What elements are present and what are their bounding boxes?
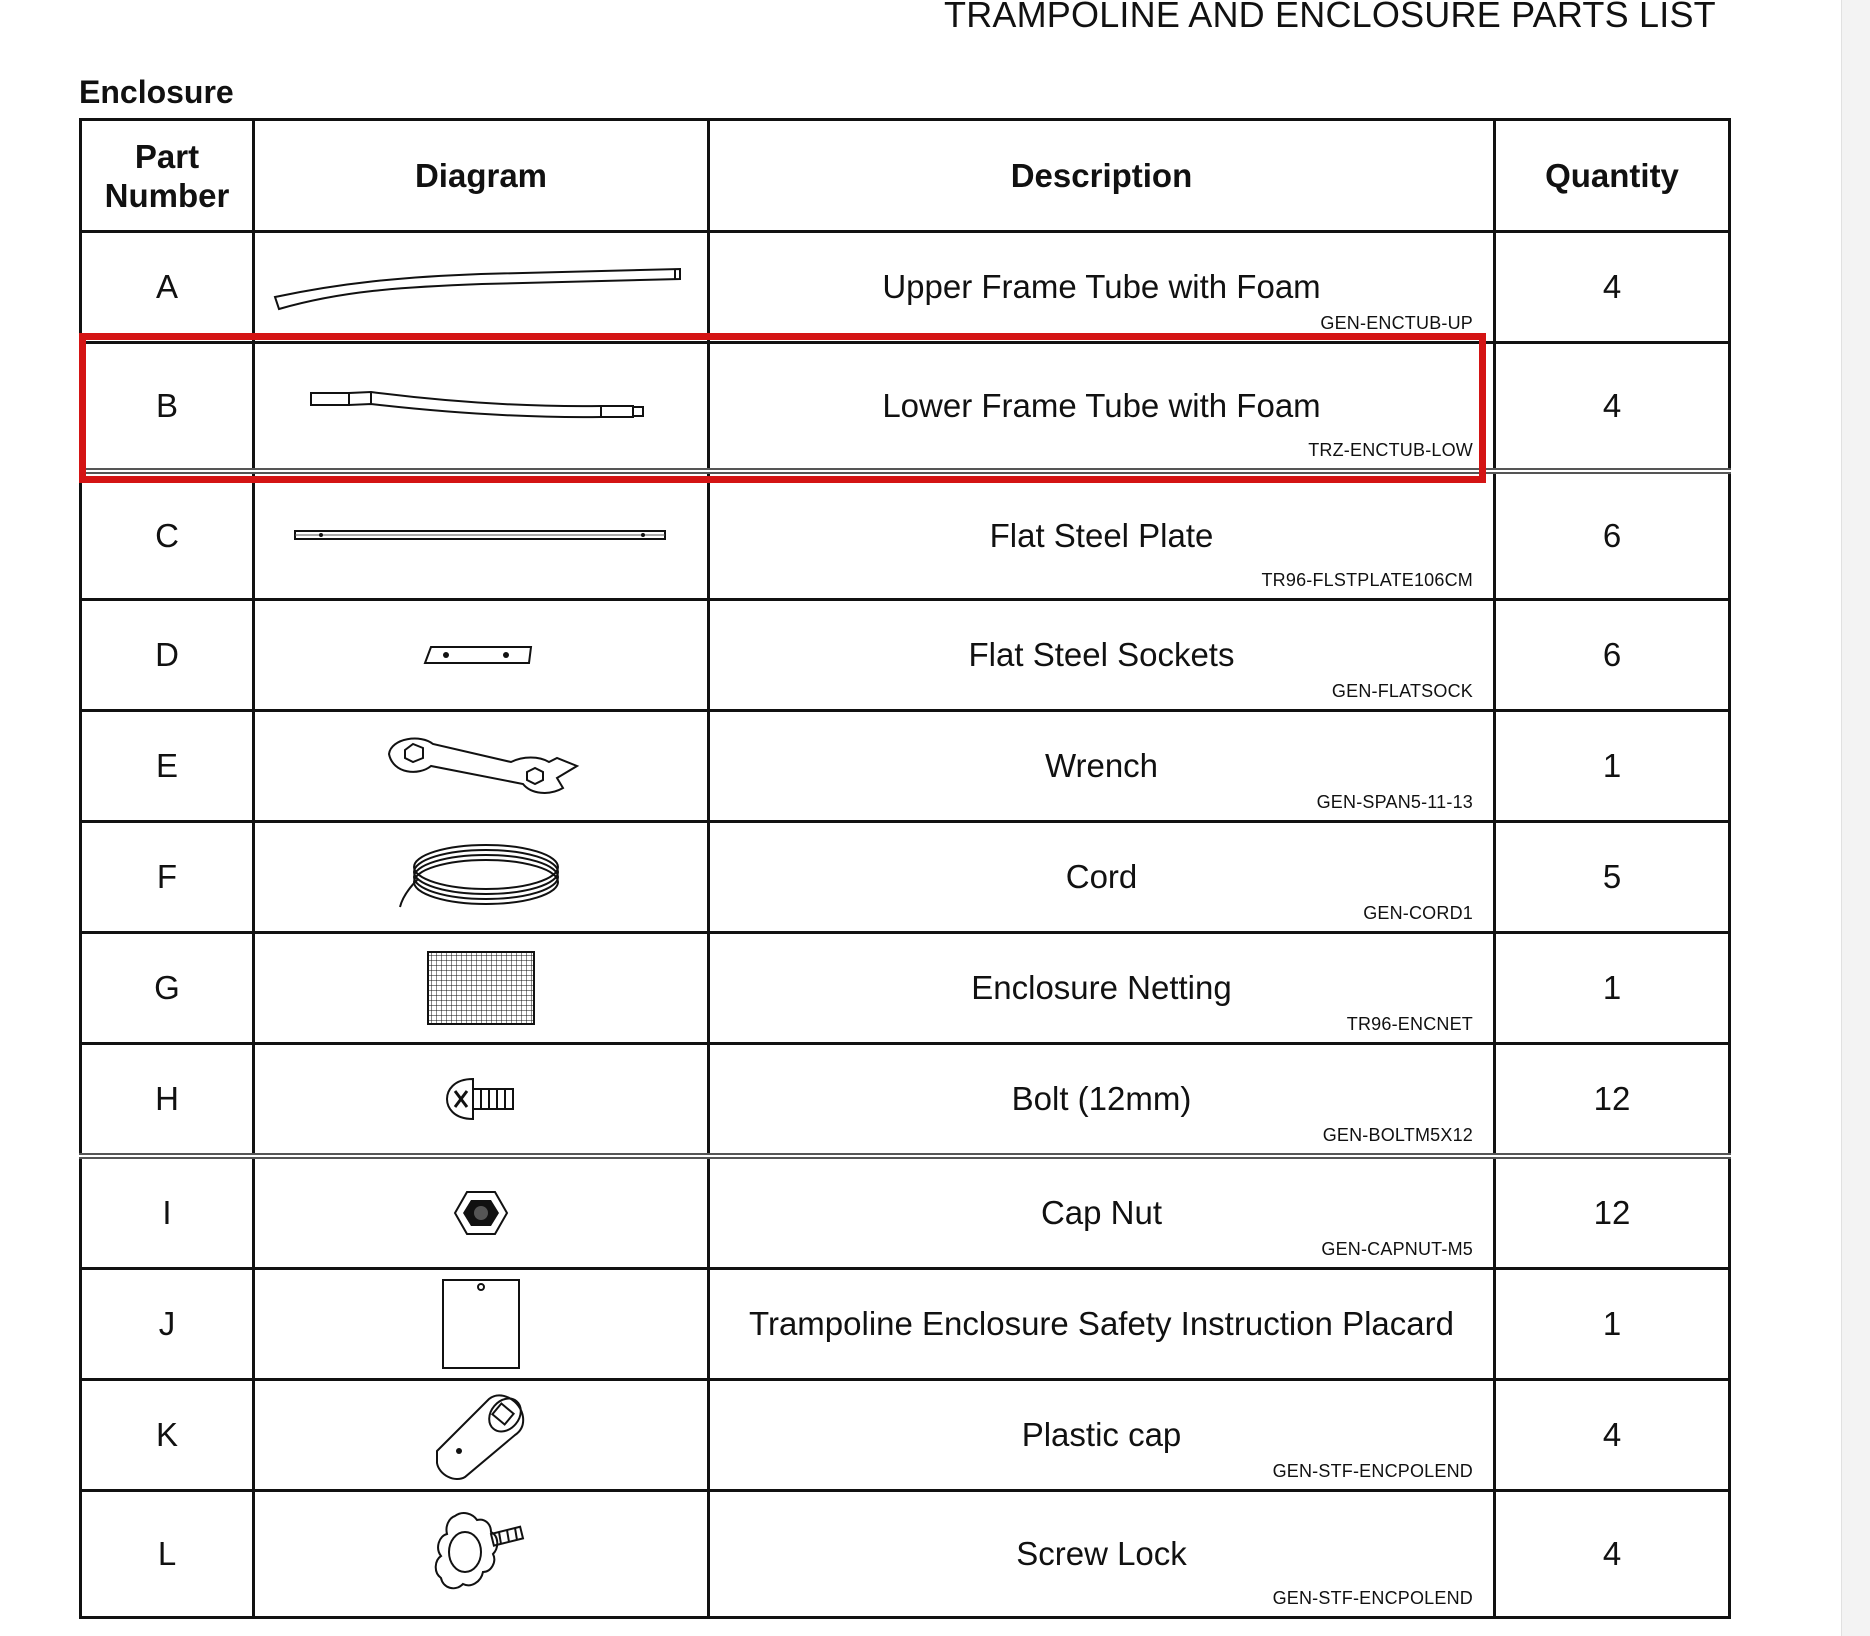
description-cell bbox=[709, 1156, 1495, 1269]
description-cell bbox=[709, 1044, 1495, 1157]
description-cell bbox=[709, 822, 1495, 933]
parts-table bbox=[79, 118, 1731, 1619]
netting-icon bbox=[426, 950, 536, 1026]
diagram-cell bbox=[254, 1269, 709, 1380]
page-title: TRAMPOLINE AND ENCLOSURE PARTS LIST bbox=[944, 0, 1716, 35]
part-description: Wrench bbox=[1044, 747, 1159, 784]
diagram-cell bbox=[254, 232, 709, 343]
description-cell bbox=[709, 933, 1495, 1044]
diagram-cell bbox=[254, 822, 709, 933]
quantity-cell: 1 bbox=[1495, 933, 1730, 1044]
part-code: TR96-FLSTPLATE106CM bbox=[1261, 570, 1473, 590]
part-number: B bbox=[81, 343, 254, 472]
quantity-cell: 12 bbox=[1495, 1156, 1730, 1269]
header-quantity: Quantity bbox=[1495, 120, 1730, 232]
plastic-cap-icon bbox=[431, 1389, 531, 1481]
quantity-cell: 4 bbox=[1495, 232, 1730, 343]
part-code: GEN-CORD1 bbox=[1363, 903, 1473, 923]
table-header-row bbox=[81, 120, 1730, 232]
quantity-cell: 6 bbox=[1495, 471, 1730, 600]
diagram-cell bbox=[254, 1491, 709, 1618]
description-cell bbox=[709, 343, 1495, 472]
part-description: Flat Steel Sockets bbox=[968, 636, 1235, 673]
part-description: Lower Frame Tube with Foam bbox=[882, 387, 1321, 424]
table-row bbox=[81, 1044, 1730, 1157]
quantity-cell: 5 bbox=[1495, 822, 1730, 933]
part-number: E bbox=[81, 711, 254, 822]
quantity-cell: 4 bbox=[1495, 1380, 1730, 1491]
table-row bbox=[81, 1491, 1730, 1618]
table-row bbox=[81, 1156, 1730, 1269]
part-number: G bbox=[81, 933, 254, 1044]
lower-frame-tube-icon bbox=[301, 381, 661, 431]
description-cell bbox=[709, 711, 1495, 822]
section-heading: Enclosure bbox=[79, 74, 234, 110]
part-description: Trampoline Enclosure Safety Instruction Placard bbox=[749, 1305, 1454, 1342]
diagram-cell bbox=[254, 933, 709, 1044]
table-row bbox=[81, 471, 1730, 600]
part-description: Screw Lock bbox=[1016, 1535, 1187, 1572]
part-number: K bbox=[81, 1380, 254, 1491]
diagram-cell bbox=[254, 600, 709, 711]
part-number: A bbox=[81, 232, 254, 343]
quantity-cell: 12 bbox=[1495, 1044, 1730, 1157]
cap-nut-icon bbox=[453, 1188, 509, 1238]
description-cell bbox=[709, 600, 1495, 711]
quantity-cell: 4 bbox=[1495, 343, 1730, 472]
part-code: GEN-STF-ENCPOLEND bbox=[1272, 1588, 1473, 1608]
table-row bbox=[81, 343, 1730, 472]
part-number: I bbox=[81, 1156, 254, 1269]
table-row bbox=[81, 1269, 1730, 1380]
header-part-number: Part Number bbox=[81, 120, 254, 232]
part-code: GEN-STF-ENCPOLEND bbox=[1272, 1461, 1473, 1481]
part-code: GEN-BOLTM5X12 bbox=[1322, 1125, 1473, 1145]
description-cell bbox=[709, 1380, 1495, 1491]
quantity-cell: 1 bbox=[1495, 711, 1730, 822]
wrench-icon bbox=[381, 726, 581, 806]
part-code: TRZ-ENCTUB-LOW bbox=[1308, 440, 1473, 460]
diagram-cell bbox=[254, 1156, 709, 1269]
part-code: GEN-FLATSOCK bbox=[1331, 681, 1473, 701]
upper-frame-tube-icon bbox=[271, 257, 691, 317]
part-code: TR96-ENCNET bbox=[1346, 1014, 1473, 1034]
quantity-cell: 6 bbox=[1495, 600, 1730, 711]
diagram-cell bbox=[254, 1044, 709, 1157]
table-row bbox=[81, 933, 1730, 1044]
description-cell bbox=[709, 232, 1495, 343]
part-number: F bbox=[81, 822, 254, 933]
table-row bbox=[81, 1380, 1730, 1491]
table-row bbox=[81, 232, 1730, 343]
part-number: H bbox=[81, 1044, 254, 1157]
part-number: C bbox=[81, 471, 254, 600]
part-description: Cap Nut bbox=[1040, 1194, 1163, 1231]
table-row bbox=[81, 711, 1730, 822]
diagram-cell bbox=[254, 471, 709, 600]
flat-steel-plate-icon bbox=[291, 521, 671, 551]
part-description: Flat Steel Plate bbox=[989, 517, 1214, 554]
part-number: L bbox=[81, 1491, 254, 1618]
part-code: GEN-CAPNUT-M5 bbox=[1321, 1239, 1473, 1259]
diagram-cell bbox=[254, 1380, 709, 1491]
part-description: Cord bbox=[1065, 858, 1138, 895]
placard-icon bbox=[440, 1277, 522, 1371]
bolt-icon bbox=[443, 1071, 519, 1127]
part-description: Bolt (12mm) bbox=[1011, 1080, 1192, 1117]
part-description: Upper Frame Tube with Foam bbox=[882, 268, 1321, 305]
part-code: GEN-SPAN5-11-13 bbox=[1316, 792, 1473, 812]
diagram-cell bbox=[254, 711, 709, 822]
part-number: D bbox=[81, 600, 254, 711]
description-cell bbox=[709, 471, 1495, 600]
quantity-cell: 4 bbox=[1495, 1491, 1730, 1618]
quantity-cell: 1 bbox=[1495, 1269, 1730, 1380]
part-description: Enclosure Netting bbox=[971, 969, 1232, 1006]
part-number: J bbox=[81, 1269, 254, 1380]
header-diagram: Diagram bbox=[254, 120, 709, 232]
scrollbar[interactable] bbox=[1841, 0, 1870, 1636]
table-row bbox=[81, 600, 1730, 711]
description-cell bbox=[709, 1491, 1495, 1618]
table-row bbox=[81, 822, 1730, 933]
screw-lock-icon bbox=[433, 1508, 529, 1600]
cord-icon bbox=[396, 837, 566, 917]
header-description: Description bbox=[709, 120, 1495, 232]
part-code: GEN-ENCTUB-UP bbox=[1320, 313, 1473, 333]
part-description: Plastic cap bbox=[1021, 1416, 1182, 1453]
flat-steel-socket-icon bbox=[421, 640, 541, 670]
diagram-cell bbox=[254, 343, 709, 472]
description-cell bbox=[709, 1269, 1495, 1380]
